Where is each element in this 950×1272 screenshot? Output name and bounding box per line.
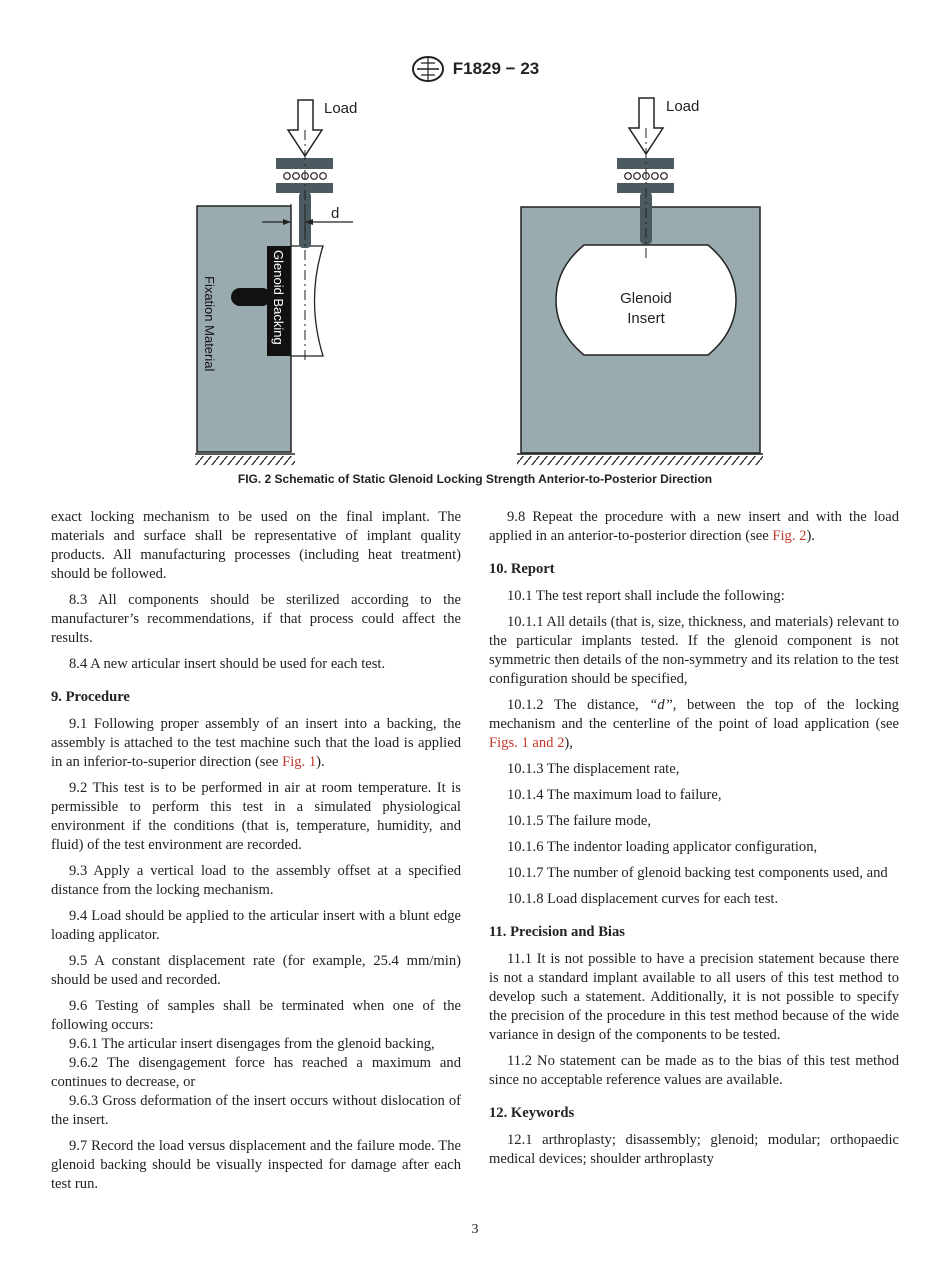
section-10-heading: 10. Report — [489, 561, 555, 577]
figure-2-schematic — [0, 92, 950, 470]
paragraph-9-1: 9.1 Following proper assembly of an insert into a backing, the assembly is attached to the test machine such that the load is applied in an inferior-to-superior direction (see Fig. 1). — [51, 716, 461, 770]
load-label-left: Load — [324, 100, 358, 117]
fixation-peg — [231, 288, 271, 306]
load-arrow-left — [288, 100, 322, 156]
glenoid-backing-label: Glenoid Backing — [271, 250, 286, 345]
paragraph-9-2: 9.2 This test is to be performed in air at room temperature. It is permissible to perform this test in a simulated physiological environment if the conditions (that is, temperature, humidity, and fluid) of the test environment are recorded. — [51, 780, 461, 853]
paragraph-9-5: 9.5 A constant displacement rate (for example, 25.4 mm/min) should be used and recorded. — [51, 953, 461, 988]
section-12-heading: 12. Keywords — [489, 1105, 575, 1121]
fig-1-link[interactable]: Fig. 1 — [282, 754, 317, 770]
astm-logo-icon — [411, 55, 445, 83]
section-9-heading: 9. Procedure — [51, 689, 130, 705]
page-header — [0, 56, 950, 82]
left-column — [51, 508, 461, 1201]
paragraph-9-6-1: 9.6.1 The articular insert disengages from the glenoid backing, — [69, 1036, 435, 1052]
paragraph-8-4: 8.4 A new articular insert should be used for each test. — [69, 656, 386, 672]
insert-label-line1: Glenoid — [620, 290, 672, 307]
figure-caption: FIG. 2 Schematic of Static Glenoid Locking Strength Anterior-to-Posterior Direction — [237, 472, 713, 486]
paragraph-10-1: 10.1 The test report shall include the following: — [507, 588, 785, 604]
right-diagram — [517, 98, 763, 465]
paragraph-10-1-4: 10.1.4 The maximum load to failure, — [507, 787, 722, 803]
left-diagram — [195, 100, 357, 465]
fixation-material-label: Fixation Material — [202, 276, 217, 372]
insert-label-line2: Insert — [627, 310, 665, 327]
paragraph-8-3: 8.3 All components should be sterilized according to the manufacturer’s recommendations, if that process could affect the results. — [51, 592, 461, 646]
section-11-heading: 11. Precision and Bias — [489, 924, 625, 940]
paragraph-8-2-cont: exact locking mechanism to be used on the final implant. The materials and surface shall be representative of implant quality products. All manufacturing processes (including heat treatment) should be followed. — [51, 509, 461, 582]
paragraph-9-6: 9.6 Testing of samples shall be terminated when one of the following occurs: — [51, 998, 461, 1033]
right-column — [489, 508, 899, 1176]
figs-1-2-link[interactable]: Figs. 1 and 2 — [489, 735, 565, 751]
paragraph-9-4: 9.4 Load should be applied to the articular insert with a blunt edge loading applicator. — [51, 908, 461, 943]
load-label-right: Load — [666, 98, 700, 115]
paragraph-9-6-3: 9.6.3 Gross deformation of the insert occurs without dislocation of the insert. — [51, 1093, 461, 1128]
standard-designation: F1829 − 23 — [452, 59, 540, 78]
paragraph-9-3: 9.3 Apply a vertical load to the assembly offset at a specified distance from the locking mechanism. — [51, 863, 461, 898]
paragraph-9-7: 9.7 Record the load versus displacement and the failure mode. The glenoid backing should be visually inspected for damage after each test run. — [51, 1138, 461, 1192]
glenoid-insert-profile — [291, 246, 323, 356]
ground-hatch-left — [195, 456, 295, 465]
d-label: d — [331, 205, 340, 222]
paragraph-10-1-1: 10.1.1 All details (that is, size, thickness, and materials) relevant to the particular implants tested. If the glenoid component is not symmetric then details of the non-symmetry and its relation to the test configuration should be specified, — [489, 614, 899, 687]
load-arrow-right — [629, 98, 663, 154]
paragraph-12-1: 12.1 arthroplasty; disassembly; glenoid; modular; orthopaedic medical devices; shoulder arthroplasty — [489, 1132, 899, 1167]
paragraph-9-6-2: 9.6.2 The disengagement force has reached a maximum and continues to decrease, or — [51, 1055, 461, 1090]
paragraph-11-1: 11.1 It is not possible to have a precision statement because there is not a standard implant available to all users of this test method to develop such a statement. Additionally, it is not possible to specify the precision of the procedure in this test method because of the wide variance in design of the components to be tested. — [489, 951, 899, 1043]
paragraph-10-1-3: 10.1.3 The displacement rate, — [507, 761, 680, 777]
page-number: 3 — [471, 1222, 479, 1237]
paragraph-10-1-2: 10.1.2 The distance, “d”, between the top of the locking mechanism and the centerline of the point of load application (see Figs. 1 and 2), — [489, 697, 899, 751]
fig-2-link[interactable]: Fig. 2 — [772, 528, 807, 544]
paragraph-10-1-5: 10.1.5 The failure mode, — [507, 813, 652, 829]
paragraph-10-1-8: 10.1.8 Load displacement curves for each test. — [507, 891, 779, 907]
paragraph-9-8: 9.8 Repeat the procedure with a new insert and with the load applied in an anterior-to-posterior direction (see Fig. 2). — [489, 509, 899, 544]
paragraph-10-1-7: 10.1.7 The number of glenoid backing test components used, and — [507, 865, 888, 881]
ground-hatch-right — [517, 456, 763, 465]
paragraph-10-1-6: 10.1.6 The indentor loading applicator configuration, — [507, 839, 818, 855]
paragraph-11-2: 11.2 No statement can be made as to the bias of this test method since no acceptable reference values are available. — [489, 1053, 899, 1088]
